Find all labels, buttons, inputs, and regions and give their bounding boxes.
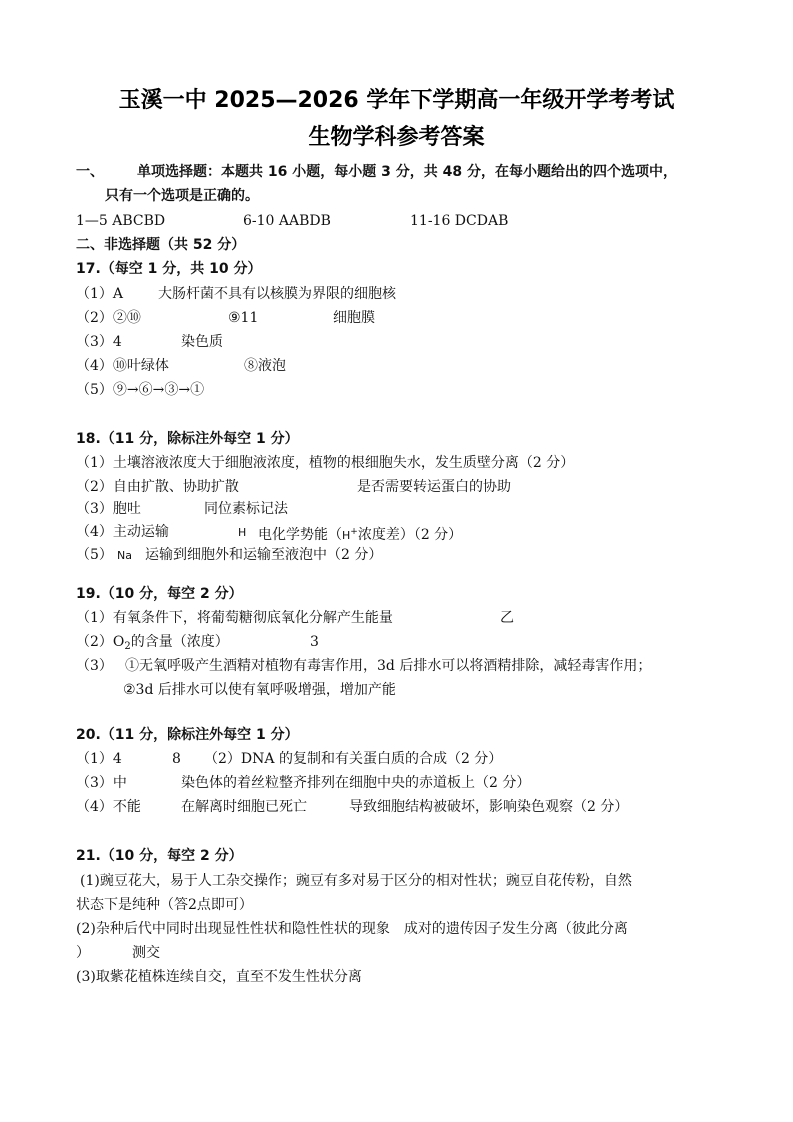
q19-2-answer-b: 3 (310, 634, 319, 650)
q18-5-answer: 运输到细胞外和运输至液泡中（2 分） (145, 547, 383, 563)
q18-4-answer-a: （4）主动运输 (76, 524, 169, 540)
q21-2-answer-b: 测交 (132, 945, 160, 961)
q17-5-answer: （5）⑨→⑥→③→① (76, 382, 205, 398)
q21-heading: 21.（10 分，每空 2 分） (76, 848, 243, 864)
q17-1-answer: （1）A (76, 286, 124, 302)
q17-heading: 17.（每空 1 分，共 10 分） (76, 261, 262, 277)
q20-heading: 20.（11 分，除标注外每空 1 分） (76, 727, 299, 743)
q20-1-answer-a: （1）4 (76, 751, 122, 767)
q17-2-answer-a: （2）②⑩ (76, 310, 141, 326)
q18-3-answer-a: （3）胞吐 (76, 501, 141, 517)
q17-4-answer-b: ⑧液泡 (244, 358, 286, 374)
answer-group-3: 11-16 DCDAB (410, 213, 509, 229)
q20-3-answer-b: 染色体的着丝粒整齐排列在细胞中央的赤道板上（2 分） (181, 775, 531, 791)
q18-5-ion-na: Na (117, 549, 132, 562)
q17-3-answer-a: （3）4 (76, 334, 122, 350)
section1-instruction-cont: 只有一个选项是正确的。 (105, 188, 259, 204)
section1-number: 一、 (76, 164, 104, 180)
q18-4-ion-h: H (238, 526, 247, 539)
q20-3-answer-a: （3）中 (76, 775, 127, 791)
page-subtitle: 生物学科参考答案 (308, 125, 485, 150)
q18-4-answer-b: 电化学势能（H+浓度差）（2 分） (258, 527, 463, 543)
q21-3-answer: (3)取紫花植株连续自交，直至不发生性状分离 (76, 969, 362, 985)
q19-1-answer-a: （1）有氧条件下，将葡萄糖彻底氧化分解产生能量 (76, 610, 393, 626)
q19-heading: 19.（10 分，每空 2 分） (76, 586, 243, 602)
q17-1-reason: 大肠杆菌不具有以核膜为界限的细胞核 (158, 286, 396, 302)
q20-2-answer: （2）DNA 的复制和有关蛋白质的合成（2 分） (204, 751, 503, 767)
answer-group-1: 1—5 ABCBD (76, 213, 166, 229)
section1-instruction: 单项选择题：本题共 16 小题，每小题 3 分，共 48 分，在每小题给出的四个选项中， (137, 164, 677, 180)
q17-2-answer-c: 细胞膜 (333, 310, 375, 326)
section2-heading: 二、非选择题（共 52 分） (76, 237, 246, 253)
q20-4-answer-b: 在解离时细胞已死亡 (181, 799, 307, 815)
q17-4-answer-a: （4）⑩叶绿体 (76, 358, 169, 374)
q18-1-answer: （1）土壤溶液浓度大于细胞液浓度，植物的根细胞失水，发生质壁分离（2 分） (76, 455, 575, 471)
q17-3-answer-b: 染色质 (181, 334, 223, 350)
q20-4-answer-c: 导致细胞结构被破坏，影响染色观察（2 分） (349, 799, 629, 815)
page-title: 玉溪一中 2025—2026 学年下学期高一年级开学考考试 (118, 88, 675, 113)
q21-2-answer: (2)杂种后代中同时出现显性性状和隐性性状的现象 成对的遗传因子发生分离（彼此分离 (76, 921, 628, 937)
q21-2-answer-cont: ） (76, 945, 90, 961)
q18-2-answer-b: 是否需要转运蛋白的协助 (357, 479, 511, 495)
answer-group-2: 6-10 AABDB (243, 213, 331, 229)
q21-1-answer-cont: 状态下是纯种（答2点即可） (76, 897, 253, 913)
q19-3-answer-b: ②3d 后排水可以使有氧呼吸增强，增加产能 (123, 682, 396, 698)
q19-3-answer-a: ①无氧呼吸产生酒精对植物有毒害作用，3d 后排水可以将酒精排除，减轻毒害作用； (125, 658, 652, 674)
q19-3-label: （3） (76, 658, 113, 674)
q18-2-answer-a: （2）自由扩散、协助扩散 (76, 479, 239, 495)
q18-5-label: （5） (76, 547, 113, 563)
q20-1-answer-b: 8 (172, 751, 181, 767)
q17-2-answer-b: ⑨11 (228, 310, 259, 326)
q19-2-answer-a: $(2)O_2$的含量（浓度） (76, 634, 229, 652)
q18-3-answer-b: 同位素标记法 (204, 501, 288, 517)
q21-1-answer: (1)豌豆花大，易于人工杂交操作；豌豆有多对易于区分的相对性状；豌豆自花传粉，自然 (80, 873, 632, 889)
q20-4-answer-a: （4）不能 (76, 799, 141, 815)
q18-heading: 18.（11 分，除标注外每空 1 分） (76, 431, 299, 447)
q19-1-answer-b: 乙 (500, 610, 514, 626)
